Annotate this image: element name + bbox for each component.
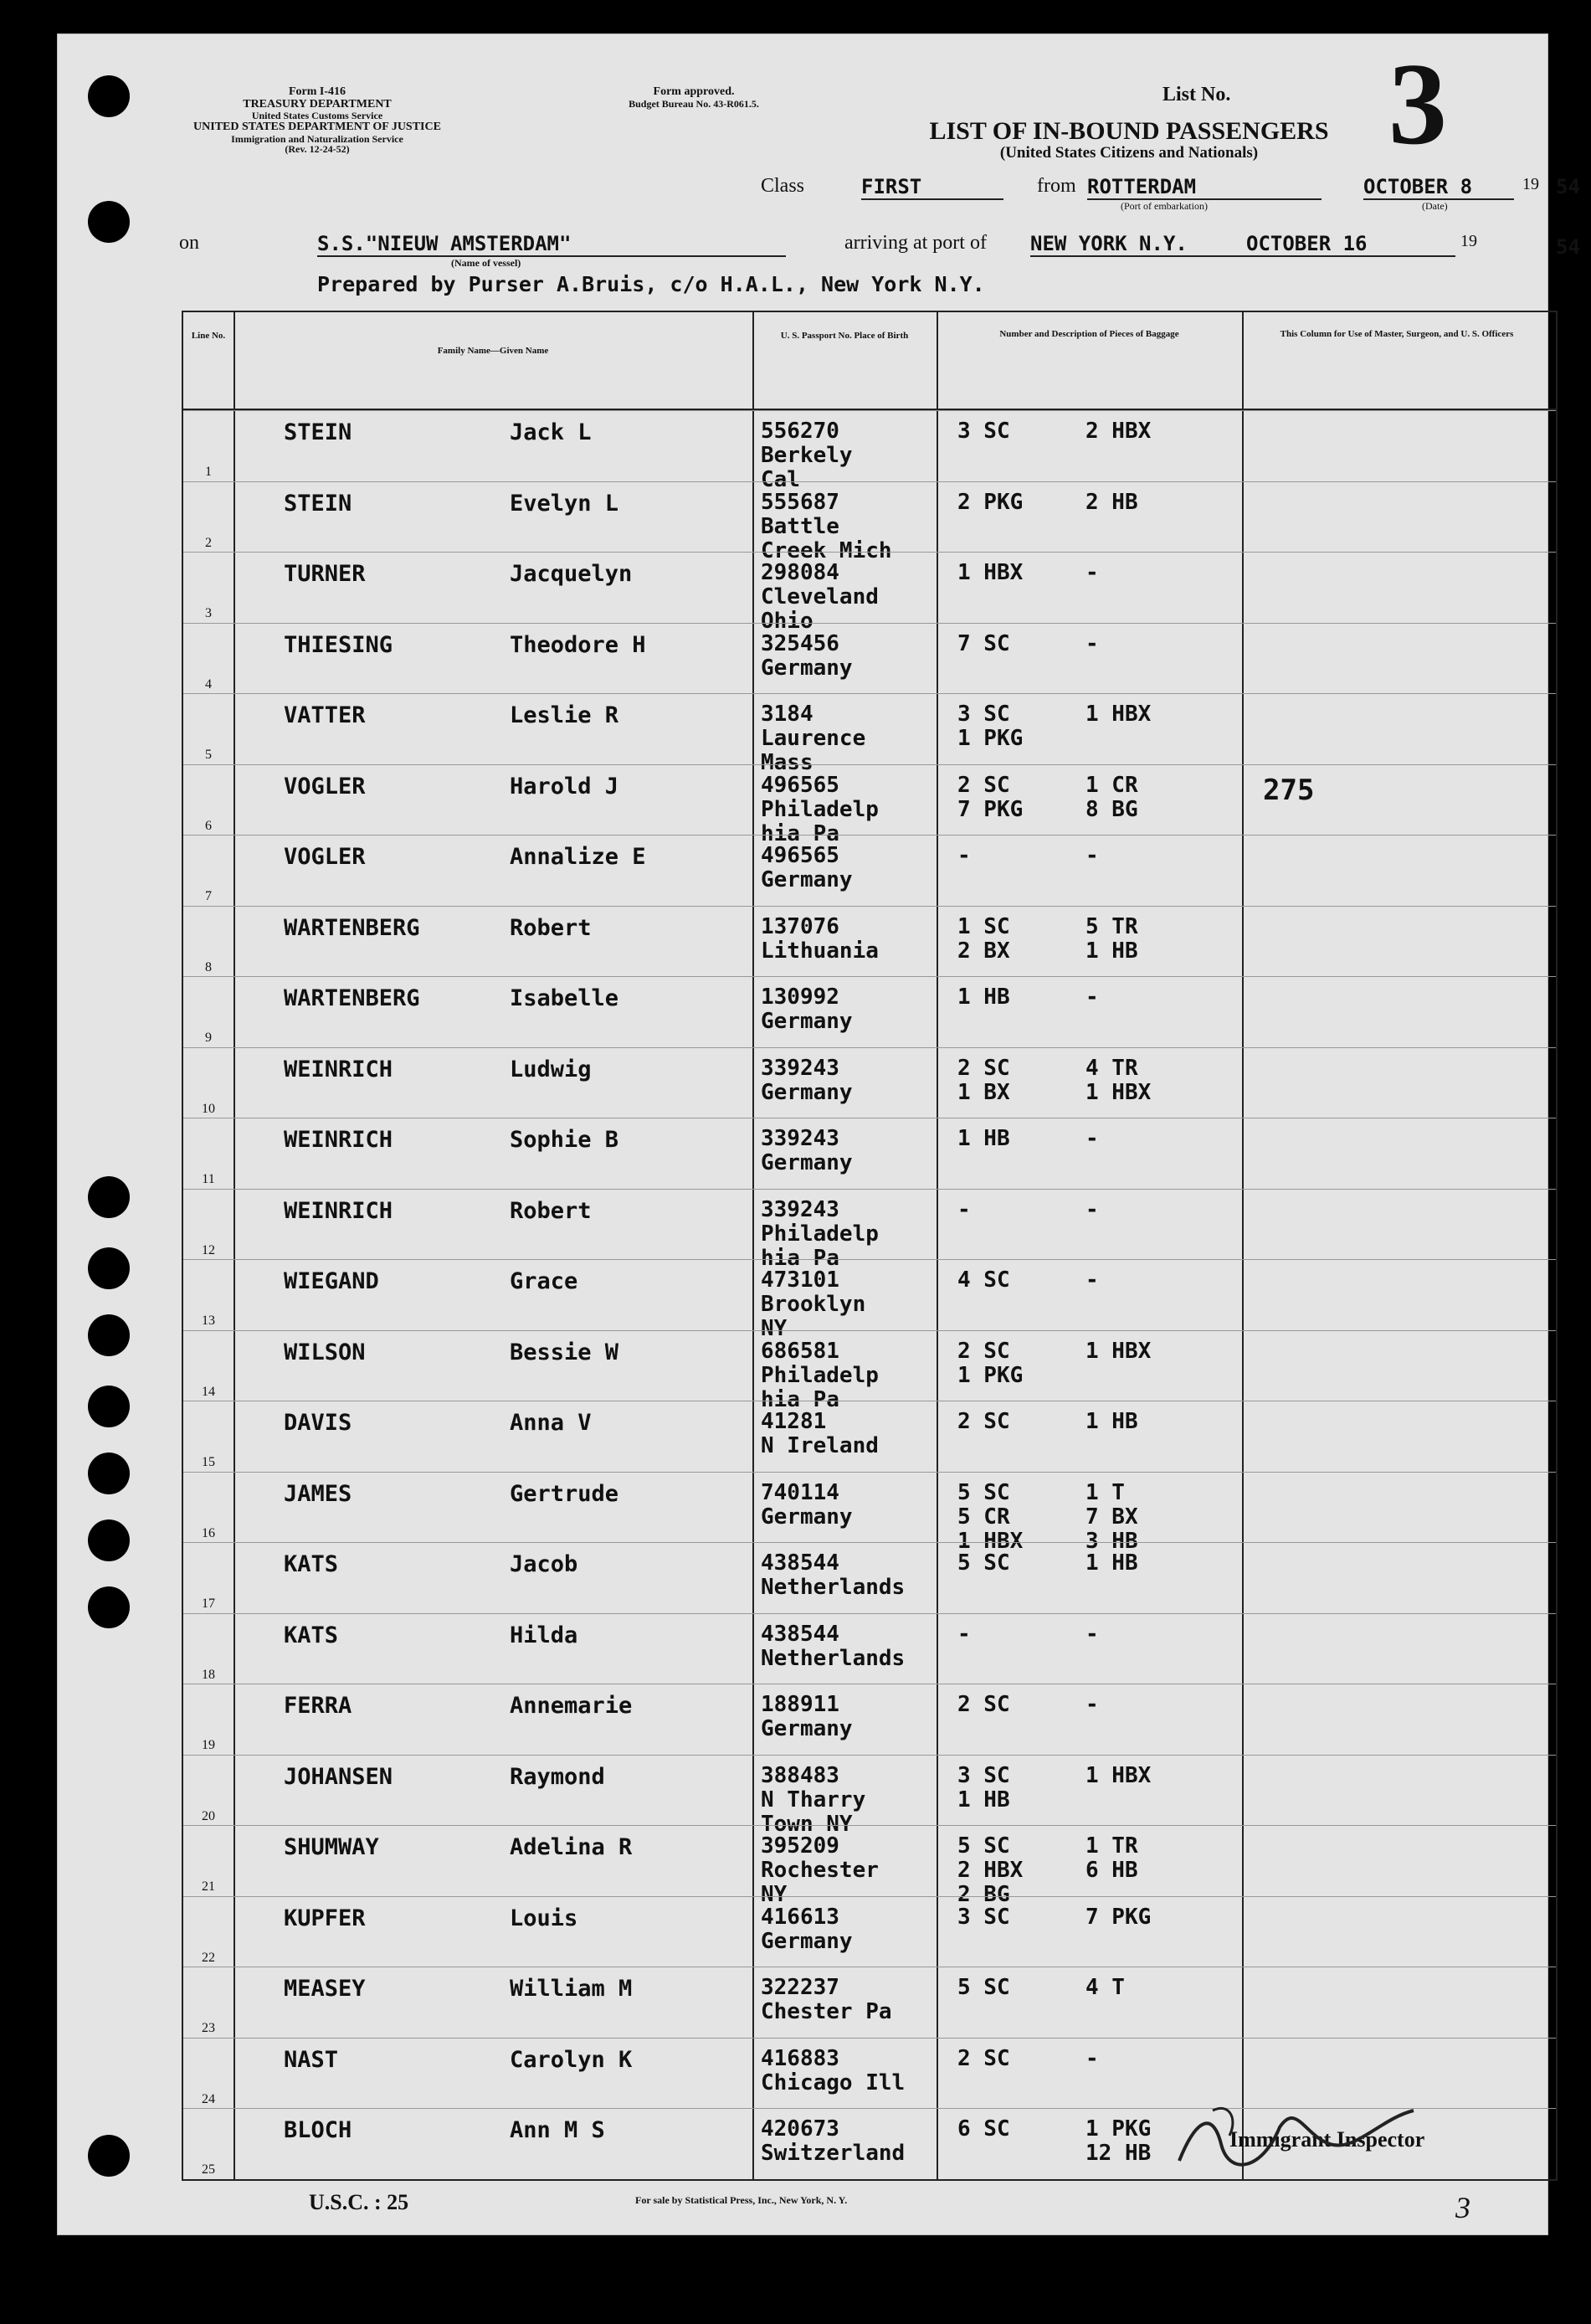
family-name: FERRA [284, 1693, 352, 1719]
baggage-right: 2 HBX [1085, 419, 1152, 444]
family-name: NAST [284, 2046, 339, 2073]
arrival-year-prefix: 19 [1460, 232, 1477, 250]
baggage-left: 2 SC [957, 2045, 1010, 2071]
table-row [183, 1684, 1556, 1756]
place-of-birth: Cleveland Ohio [761, 584, 879, 634]
table-row [183, 1825, 1556, 1907]
baggage-left: 2 SC [957, 1692, 1010, 1717]
passport-number: 339243 [761, 1055, 839, 1081]
class-label: Class [761, 175, 805, 197]
table-row [183, 1472, 1556, 1554]
family-name: VOGLER [284, 773, 366, 800]
table-row [183, 835, 1556, 907]
inspector-label: Immigrant Inspector [1229, 2127, 1425, 2152]
given-name: Leslie R [510, 702, 619, 728]
baggage-left: 4 SC [957, 1267, 1010, 1293]
family-name: KATS [284, 1622, 339, 1648]
col-passport: U. S. Passport No. Place of Birth [780, 331, 909, 341]
baggage-left: 7 SC [957, 630, 1010, 656]
place-of-birth: Netherlands [761, 1575, 906, 1600]
passport-number: 438544 [761, 1621, 839, 1647]
baggage-right: 1 HB [1085, 1409, 1138, 1434]
given-name: Carolyn K [510, 2046, 633, 2073]
baggage-right: - [1085, 630, 1099, 656]
given-name: Theodore H [510, 631, 646, 658]
family-name: TURNER [284, 561, 366, 587]
given-name: Bessie W [510, 1339, 619, 1365]
punch-hole [88, 1519, 130, 1561]
baggage-right: - [1085, 985, 1099, 1010]
class-value: FIRST [861, 175, 1003, 200]
passport-number: 555687 [761, 489, 839, 515]
baggage-right: 1 T 7 BX 3 HB [1085, 1479, 1138, 1554]
place-of-birth: Philadelp hia Pa [761, 796, 879, 846]
given-name: Ann M S [510, 2117, 605, 2143]
place-of-birth: Philadelp hia Pa [761, 1362, 879, 1412]
passport-birthplace [761, 632, 853, 681]
punch-hole [88, 1586, 130, 1628]
port-caption: (Port of embarkation) [1121, 200, 1208, 212]
baggage-left: 3 SC 1 PKG [957, 702, 1024, 751]
family-name: THIESING [284, 631, 393, 658]
class-line [702, 175, 1539, 212]
col-officers: This Column for Use of Master, Surgeon, and U. S. Officers [1280, 329, 1514, 339]
passport-birthplace [761, 915, 879, 964]
line-number: 24 [202, 2091, 215, 2106]
passport-number: 339243 [761, 1196, 839, 1222]
given-name: Robert [510, 914, 592, 941]
baggage-right: - [1085, 560, 1099, 585]
family-name: WEINRICH [284, 1197, 393, 1224]
baggage-left: 2 PKG [957, 489, 1024, 515]
punch-hole [88, 1314, 130, 1356]
baggage-right: - [1085, 1196, 1099, 1222]
table-row [183, 1613, 1556, 1686]
passport-number: 416613 [761, 1904, 839, 1930]
family-name: KUPFER [284, 1905, 366, 1931]
place-of-birth: Germany [761, 1716, 853, 1741]
family-name: WARTENBERG [284, 985, 420, 1011]
place-of-birth: Lithuania [761, 938, 879, 964]
arrival-date: OCTOBER 16 [1246, 232, 1455, 257]
inspector-signature [1162, 2094, 1439, 2186]
given-name: Anna V [510, 1410, 592, 1436]
usc-count: U.S.C. : 25 [309, 2190, 409, 2214]
passport-birthplace [761, 2047, 905, 2095]
passenger-table [182, 311, 1558, 2181]
baggage-left: 5 SC 5 CR 1 HBX [957, 1479, 1024, 1554]
passport-number: 298084 [761, 560, 839, 585]
punch-hole [88, 1386, 130, 1427]
family-name: BLOCH [284, 2117, 352, 2143]
table-row [183, 976, 1556, 1049]
baggage-right: - [1085, 1267, 1099, 1293]
baggage-right: 1 HB [1085, 1550, 1138, 1576]
given-name: Jack L [510, 419, 592, 445]
baggage-right: - [1085, 1126, 1099, 1151]
baggage-right: 5 TR 1 HB [1085, 913, 1138, 964]
given-name: Adelina R [510, 1834, 633, 1860]
place-of-birth: Berkely Cal [761, 443, 853, 492]
passport-number: 137076 [761, 913, 839, 939]
family-name: STEIN [284, 490, 352, 517]
baggage-left: 3 SC 1 HB [957, 1762, 1010, 1812]
line-number: 11 [202, 1172, 215, 1186]
family-name: JOHANSEN [284, 1763, 393, 1790]
line-number: 17 [202, 1596, 215, 1611]
date-caption: (Date) [1422, 200, 1448, 212]
baggage-right: 1 HBX [1085, 1762, 1152, 1788]
family-name: STEIN [284, 419, 352, 445]
table-row [183, 693, 1556, 775]
baggage-left: 6 SC [957, 2116, 1010, 2141]
arrival-year: 54 [1556, 235, 1580, 259]
baggage-right: - [1085, 1692, 1099, 1717]
table-row [183, 1542, 1556, 1615]
ins-service: Immigration and Naturalization Service [231, 132, 403, 145]
line-number: 20 [202, 1808, 215, 1823]
place-of-birth: Germany [761, 1928, 853, 1954]
year-prefix: 19 [1522, 175, 1539, 193]
baggage-left: 2 SC 1 BX [957, 1055, 1010, 1105]
baggage-right: 4 TR 1 HBX [1085, 1055, 1152, 1105]
line-number: 22 [202, 1950, 215, 1965]
given-name: Isabelle [510, 985, 619, 1011]
form-number: Form I-416 [288, 85, 346, 98]
passport-number: 416883 [761, 2045, 839, 2071]
passport-number: 420673 [761, 2116, 839, 2141]
passport-number: 686581 [761, 1338, 839, 1364]
baggage-right: 1 CR 8 BG [1085, 772, 1138, 822]
line-number: 12 [202, 1242, 215, 1257]
prepared-by: Prepared by Purser A.Bruis, c/o H.A.L., New York N.Y. [317, 272, 985, 296]
passport-number: 388483 [761, 1762, 839, 1788]
table-row [183, 1755, 1556, 1837]
page-title: LIST OF IN-BOUND PASSENGERS [929, 117, 1329, 145]
baggage-left: 1 SC 2 BX [957, 913, 1010, 964]
passport-number: 438544 [761, 1550, 839, 1576]
table-row [183, 1189, 1556, 1271]
baggage-right: - [1085, 2045, 1099, 2071]
place-of-birth: Germany [761, 655, 853, 681]
family-name: DAVIS [284, 1410, 352, 1436]
passport-number: 325456 [761, 630, 839, 656]
given-name: William M [510, 1976, 633, 2002]
form-header [183, 86, 451, 155]
baggage-right: 1 TR 6 HB [1085, 1833, 1138, 1883]
passport-birthplace [761, 1127, 853, 1175]
embarkation-port: ROTTERDAM [1087, 175, 1322, 200]
passport-birthplace [761, 1693, 853, 1741]
punch-hole [88, 75, 130, 117]
table-row [183, 1401, 1556, 1473]
line-number: 23 [202, 2021, 215, 2035]
family-name: WIEGAND [284, 1268, 379, 1294]
line-number: 10 [202, 1101, 215, 1116]
passport-birthplace [761, 1905, 853, 1954]
given-name: Annalize E [510, 844, 646, 870]
place-of-birth: Rochester NY [761, 1858, 879, 1907]
table-row [183, 481, 1556, 563]
baggage-left: 5 SC 2 HBX 2 BG [957, 1833, 1024, 1907]
given-name: Jacob [510, 1551, 578, 1577]
table-row [183, 1118, 1556, 1190]
baggage-right: 1 HBX [1085, 702, 1152, 727]
place-of-birth: Germany [761, 867, 853, 892]
passport-number: 496565 [761, 772, 839, 798]
title-block [903, 118, 1355, 161]
list-no-label: List No. [1162, 84, 1231, 105]
punch-hole [88, 1247, 130, 1289]
given-name: Evelyn L [510, 490, 619, 517]
punch-hole [88, 1452, 130, 1494]
given-name: Hilda [510, 1622, 578, 1648]
table-row [183, 623, 1556, 696]
passport-birthplace [761, 985, 853, 1034]
family-name: JAMES [284, 1480, 352, 1507]
family-name: WEINRICH [284, 1127, 393, 1153]
baggage-left: 2 SC [957, 1409, 1010, 1434]
passport-birthplace [761, 1976, 892, 2024]
given-name: Harold J [510, 773, 619, 800]
passport-birthplace [761, 2117, 905, 2166]
vessel-caption: (Name of vessel) [451, 257, 521, 269]
passport-number: 339243 [761, 1126, 839, 1151]
from-label: from [1037, 175, 1076, 197]
baggage-left: 1 HBX [957, 560, 1024, 585]
embarkation-year: 54 [1556, 175, 1580, 198]
col-line-no: Line No. [191, 331, 226, 341]
passport-number: 41281 [761, 1409, 827, 1434]
passport-birthplace [761, 1410, 879, 1458]
approved-text: Form approved. [653, 85, 735, 98]
line-number: 2 [205, 535, 212, 550]
list-number: 3 [1388, 39, 1447, 169]
place-of-birth: Chicago Ill [761, 2069, 906, 2095]
embarkation-date: OCTOBER 8 [1363, 175, 1514, 200]
passport-number: 473101 [761, 1267, 839, 1293]
table-row [183, 1896, 1556, 1969]
given-name: Ludwig [510, 1056, 592, 1082]
baggage-right: 1 PKG 12 HB [1085, 2116, 1152, 2166]
baggage-left: 5 SC [957, 1975, 1010, 2000]
place-of-birth: Germany [761, 1079, 853, 1105]
printer-note: For sale by Statistical Press, Inc., New York, N. Y. [635, 2194, 848, 2206]
given-name: Raymond [510, 1763, 605, 1790]
place-of-birth: Switzerland [761, 2141, 906, 2166]
given-name: Gertrude [510, 1480, 619, 1507]
line-number: 15 [202, 1455, 215, 1469]
officer-note: 275 [1263, 773, 1315, 807]
given-name: Sophie B [510, 1127, 619, 1153]
baggage-left: 3 SC [957, 419, 1010, 444]
line-number: 13 [202, 1314, 215, 1328]
family-name: WILSON [284, 1339, 366, 1365]
passport-number: 496565 [761, 843, 839, 868]
punch-hole [88, 201, 130, 243]
approval-note [593, 86, 794, 109]
line-number: 16 [202, 1525, 215, 1540]
baggage-right: 7 PKG [1085, 1904, 1152, 1930]
line-number: 7 [205, 889, 212, 903]
baggage-right: 1 HBX [1085, 1338, 1152, 1364]
passport-birthplace [761, 1622, 905, 1671]
on-label: on [179, 232, 199, 254]
table-row [183, 552, 1556, 634]
family-name: SHUMWAY [284, 1834, 379, 1860]
family-name: VOGLER [284, 844, 366, 870]
baggage-right: - [1085, 1621, 1099, 1647]
place-of-birth: Netherlands [761, 1645, 906, 1671]
line-number: 19 [202, 1738, 215, 1752]
line-number: 18 [202, 1667, 215, 1682]
passport-number: 188911 [761, 1692, 839, 1717]
punch-hole [88, 2135, 130, 2177]
table-row [183, 410, 1556, 492]
table-row [183, 1967, 1556, 2039]
table-row [183, 1330, 1556, 1412]
passport-birthplace [761, 844, 853, 892]
manifest-page [57, 33, 1580, 2235]
col-name: Family Name—Given Name [437, 346, 549, 356]
given-name: Robert [510, 1197, 592, 1224]
table-row [183, 764, 1556, 846]
baggage-left: - [957, 1621, 971, 1647]
given-name: Annemarie [510, 1693, 633, 1719]
family-name: WEINRICH [284, 1056, 393, 1082]
given-name: Louis [510, 1905, 578, 1931]
place-of-birth: N Ireland [761, 1433, 879, 1458]
arriving-label: arriving at port of [844, 232, 987, 254]
given-name: Jacquelyn [510, 561, 633, 587]
baggage-right: 2 HB [1085, 489, 1138, 515]
passport-number: 395209 [761, 1833, 839, 1859]
place-of-birth: Battle Creek Mich [761, 513, 892, 563]
dept-treasury: TREASURY DEPARTMENT [243, 97, 392, 111]
baggage-left: 3 SC [957, 1904, 1010, 1930]
place-of-birth: Germany [761, 1504, 853, 1530]
vessel-name: S.S."NIEUW AMSTERDAM" [317, 232, 786, 257]
revision: (Rev. 12-24-52) [285, 143, 350, 156]
baggage-left: - [957, 843, 971, 868]
passport-number: 322237 [761, 1975, 839, 2000]
family-name: MEASEY [284, 1976, 366, 2002]
line-number: 3 [205, 606, 212, 620]
baggage-left: 1 HB [957, 1126, 1010, 1151]
family-name: WARTENBERG [284, 914, 420, 941]
place-of-birth: Chester Pa [761, 1999, 892, 2024]
baggage-left: 5 SC [957, 1550, 1010, 1576]
place-of-birth: N Tharry Town NY [761, 1787, 866, 1837]
line-number: 8 [205, 959, 212, 974]
line-number: 21 [202, 1879, 215, 1894]
place-of-birth: Laurence Mass [761, 726, 866, 775]
passport-number: 3184 [761, 702, 813, 727]
family-name: VATTER [284, 702, 366, 728]
line-number: 6 [205, 818, 212, 833]
col-baggage: Number and Description of Pieces of Baggage [999, 329, 1179, 339]
line-number: 9 [205, 1031, 212, 1045]
passport-birthplace [761, 1551, 905, 1600]
line-number: 1 [205, 465, 212, 479]
line-number: 25 [202, 2162, 215, 2177]
budget-bureau: Budget Bureau No. 43-R061.5. [629, 97, 759, 110]
baggage-right: 4 T [1085, 1975, 1125, 2000]
passport-birthplace [761, 1481, 853, 1530]
dept-justice: UNITED STATES DEPARTMENT OF JUSTICE [193, 120, 441, 133]
place-of-birth: Germany [761, 1150, 853, 1175]
line-number: 14 [202, 1384, 215, 1399]
place-of-birth: Germany [761, 1009, 853, 1034]
line-number: 5 [205, 748, 212, 762]
passport-number: 556270 [761, 419, 839, 444]
page-number: 3 [1455, 2191, 1470, 2224]
place-of-birth: Philadelp hia Pa [761, 1221, 879, 1271]
customs-service: United States Customs Service [251, 110, 383, 122]
table-row [183, 1047, 1556, 1120]
passport-number: 740114 [761, 1479, 839, 1505]
family-name: KATS [284, 1551, 339, 1577]
table-row [183, 906, 1556, 979]
baggage-left: 1 HB [957, 985, 1010, 1010]
punch-hole [88, 1176, 130, 1218]
place-of-birth: Brooklyn NY [761, 1292, 866, 1341]
line-number: 4 [205, 676, 212, 692]
baggage-left: 2 SC 1 PKG [957, 1338, 1024, 1388]
given-name: Grace [510, 1268, 578, 1294]
baggage-left: 2 SC 7 PKG [957, 772, 1024, 822]
baggage-right: - [1085, 843, 1099, 868]
page-subtitle: (United States Citizens and Nationals) [999, 143, 1259, 162]
passport-number: 130992 [761, 985, 839, 1010]
table-row [183, 1259, 1556, 1341]
baggage-left: - [957, 1196, 971, 1222]
arrival-port: NEW YORK N.Y. [1030, 232, 1248, 257]
passport-birthplace [761, 1057, 853, 1105]
